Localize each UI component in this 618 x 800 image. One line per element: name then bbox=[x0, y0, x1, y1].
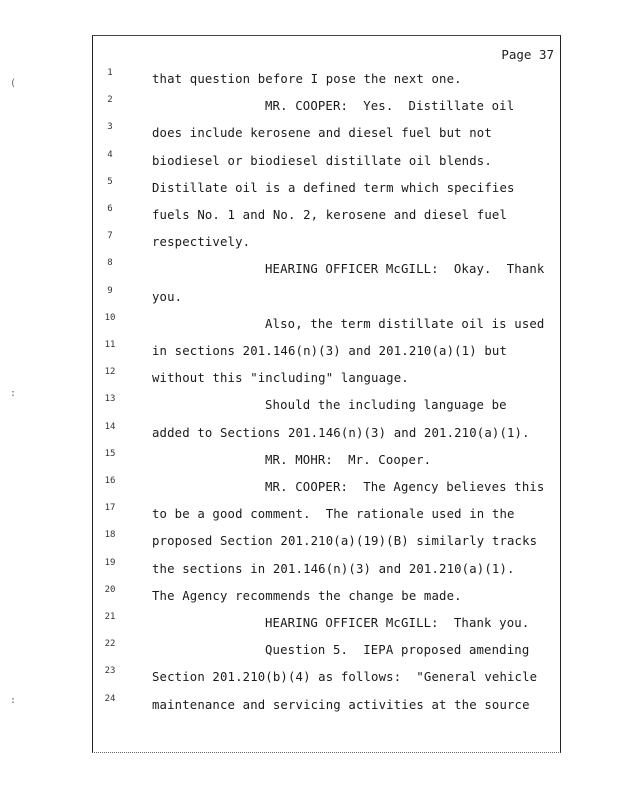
line-number: 17 bbox=[104, 503, 116, 514]
line-number: 2 bbox=[107, 95, 113, 106]
line-number: 20 bbox=[104, 584, 116, 595]
margin-mark: ( bbox=[10, 78, 17, 89]
line-text: proposed Section 201.210(a)(19)(B) similarly tracks bbox=[152, 534, 538, 549]
transcript-line bbox=[93, 231, 562, 255]
line-text: added to Sections 201.146(n)(3) and 201.210(a)(1). bbox=[152, 425, 530, 440]
line-number: 24 bbox=[104, 693, 116, 704]
line-number: 4 bbox=[107, 149, 113, 160]
transcript-line bbox=[93, 448, 562, 473]
transcript-line bbox=[93, 394, 562, 418]
line-number: 13 bbox=[104, 394, 116, 405]
line-number: 19 bbox=[104, 557, 116, 568]
line-text: in sections 201.146(n)(3) and 201.210(a)(1) but bbox=[152, 344, 508, 358]
line-text: the sections in 201.146(n)(3) and 201.210(a)(1). bbox=[152, 561, 515, 576]
transcript-line bbox=[93, 176, 562, 201]
line-number: 5 bbox=[107, 176, 113, 187]
line-number: 18 bbox=[104, 530, 116, 541]
transcript-line bbox=[93, 367, 562, 391]
line-text: The Agency recommends the change be made. bbox=[152, 588, 462, 603]
page-number: Page 37 bbox=[501, 47, 554, 62]
line-number: 3 bbox=[107, 122, 113, 133]
transcript-line bbox=[93, 421, 562, 446]
line-number: 15 bbox=[104, 448, 116, 459]
transcript-line bbox=[93, 693, 562, 718]
line-text: that question before I pose the next one. bbox=[152, 72, 462, 86]
transcript-line bbox=[93, 666, 562, 690]
line-number: 10 bbox=[104, 312, 116, 323]
line-text: HEARING OFFICER McGILL: Okay. Thank bbox=[265, 262, 545, 277]
line-number: 14 bbox=[104, 421, 116, 432]
line-number: 11 bbox=[104, 340, 116, 350]
line-text: Section 201.210(b)(4) as follows: "General vehicle bbox=[152, 670, 538, 685]
line-number: 7 bbox=[107, 231, 113, 242]
line-number: 9 bbox=[107, 285, 113, 296]
line-number: 21 bbox=[104, 612, 116, 622]
line-text: Also, the term distillate oil is used bbox=[265, 316, 545, 331]
line-text: MR. MOHR: Mr. Cooper. bbox=[265, 452, 432, 467]
transcript-line bbox=[93, 639, 562, 663]
line-text: does include kerosene and diesel fuel but not bbox=[152, 126, 492, 141]
line-number: 6 bbox=[107, 204, 113, 214]
transcript-line bbox=[93, 612, 562, 636]
transcript-line bbox=[93, 340, 562, 364]
line-text: fuels No. 1 and No. 2, kerosene and diesel fuel bbox=[152, 208, 508, 222]
line-number: 23 bbox=[104, 666, 116, 677]
line-text: without this "including" language. bbox=[152, 371, 409, 386]
line-number: 1 bbox=[107, 68, 113, 78]
transcript-line bbox=[93, 285, 562, 310]
line-text: Should the including language be bbox=[265, 398, 507, 413]
line-text: biodiesel or biodiesel distillate oil blends. bbox=[152, 153, 492, 168]
margin-mark: : bbox=[10, 388, 17, 399]
transcript-line bbox=[93, 503, 562, 527]
line-text: maintenance and servicing activities at the source bbox=[152, 697, 530, 712]
line-text: Distillate oil is a defined term which specifies bbox=[152, 180, 515, 195]
margin-mark: : bbox=[10, 695, 17, 706]
transcript-line bbox=[93, 584, 562, 609]
transcript-line bbox=[93, 530, 562, 554]
transcript-line bbox=[93, 476, 562, 500]
transcript-line bbox=[93, 95, 562, 119]
line-number: 22 bbox=[104, 639, 116, 650]
line-text: you. bbox=[152, 289, 183, 304]
line-text: MR. COOPER: The Agency believes this bbox=[265, 480, 545, 494]
line-text: Question 5. IEPA proposed amending bbox=[265, 643, 530, 658]
line-text: to be a good comment. The rationale used in the bbox=[152, 507, 515, 522]
line-text: MR. COOPER: Yes. Distillate oil bbox=[265, 99, 515, 114]
transcript-line bbox=[93, 68, 562, 92]
transcript-page bbox=[92, 35, 561, 753]
transcript-line bbox=[93, 204, 562, 228]
line-text: respectively. bbox=[152, 235, 251, 250]
transcript-line bbox=[93, 557, 562, 582]
line-number: 8 bbox=[107, 258, 113, 269]
line-number: 16 bbox=[104, 476, 116, 486]
transcript-line bbox=[93, 258, 562, 282]
transcript-line bbox=[93, 149, 562, 174]
line-text: HEARING OFFICER McGILL: Thank you. bbox=[265, 616, 530, 630]
transcript-line bbox=[93, 312, 562, 337]
line-number: 12 bbox=[104, 367, 116, 378]
transcript-line bbox=[93, 122, 562, 146]
